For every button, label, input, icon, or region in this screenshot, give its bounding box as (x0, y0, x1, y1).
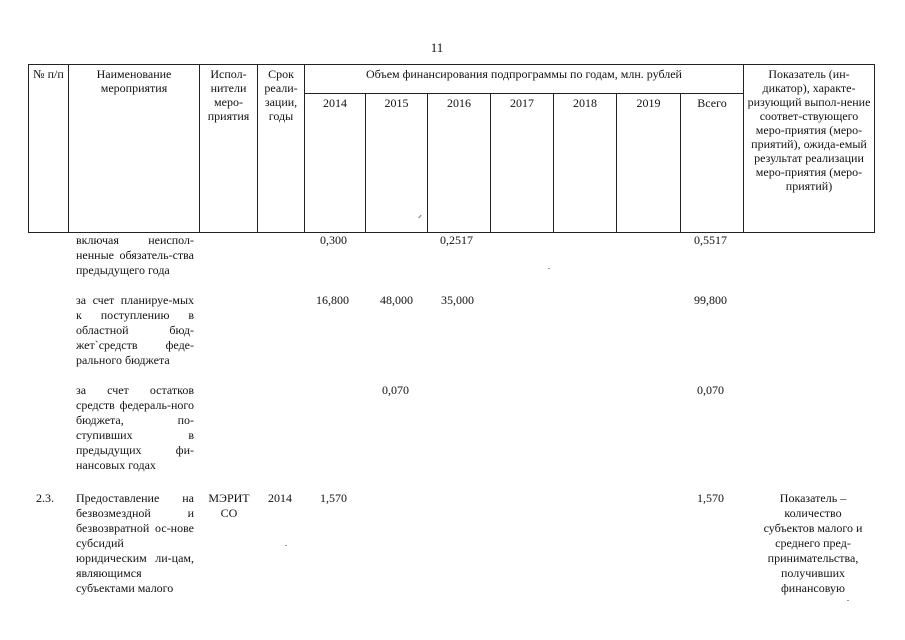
row-4-executor: МЭРИТ СО (208, 491, 250, 520)
row-3-description: за счет остатков средств федераль-ного бюджета, по-ступивших в предыдущих фи-нансовых годах (76, 383, 194, 472)
header-term: Срок реали-зации, годы (258, 65, 305, 233)
row-4-total: 1,570 (697, 491, 724, 505)
header-funding: Объем финансирования подпрограммы по годам, млн. рублей (305, 65, 744, 94)
header-year-2016: 2016 (428, 94, 491, 233)
header-year-2019: 2019 (617, 94, 681, 233)
row-2-2014: 16,800 (316, 293, 349, 307)
row-2-2016: 35,000 (441, 293, 474, 307)
scan-speck (548, 268, 550, 269)
row-4-number: 2.3. (36, 491, 54, 505)
header-year-2018: 2018 (554, 94, 617, 233)
header-num: № п/п (29, 65, 69, 233)
header-indicator: Показатель (ин-дикатор), характе-ризующий выпол-нение соответ-ствующего меро-приятия (меро-приятий), ожида-емый результат реализации меро-приятия (меро-приятий) (744, 65, 875, 233)
row-4-description: Предоставление на безвозмездной и безвозвратной ос-нове субсидий юридическим ли-цам, являющимся субъектами малого (76, 491, 194, 595)
row-1-total: 0,5517 (694, 233, 727, 247)
scan-speck (285, 545, 287, 546)
header-year-2014: 2014 (305, 94, 366, 233)
row-4-indicator: Показатель – количество субъектов малого и среднего пред-принимательства, получивших финансовую (763, 491, 863, 595)
header-executors: Испол-нители меро-приятия (200, 65, 258, 233)
row-2-2015: 48,000 (380, 293, 413, 307)
header-name: Наименование мероприятия (69, 65, 200, 233)
row-2-total: 99,800 (694, 293, 727, 307)
row-4-2014: 1,570 (320, 491, 347, 505)
row-3-total: 0,070 (697, 383, 724, 397)
header-year-2017: 2017 (491, 94, 554, 233)
row-3-2015: 0,070 (382, 383, 409, 397)
scan-speck (847, 600, 849, 601)
header-year-2015: 2015 (366, 94, 428, 233)
row-1-description: включая неиспол-ненные обязатель-ства предыдущего года (76, 233, 194, 277)
row-2-description: за счет планируе-мых к поступлению в областной бюд-жет`средств феде-рального бюджета (76, 293, 194, 367)
row-4-term: 2014 (268, 491, 292, 505)
row-1-2016: 0,2517 (440, 233, 473, 247)
page-number: 11 (430, 40, 444, 55)
row-1-2014: 0,300 (320, 233, 347, 247)
header-total: Всего (681, 94, 744, 233)
